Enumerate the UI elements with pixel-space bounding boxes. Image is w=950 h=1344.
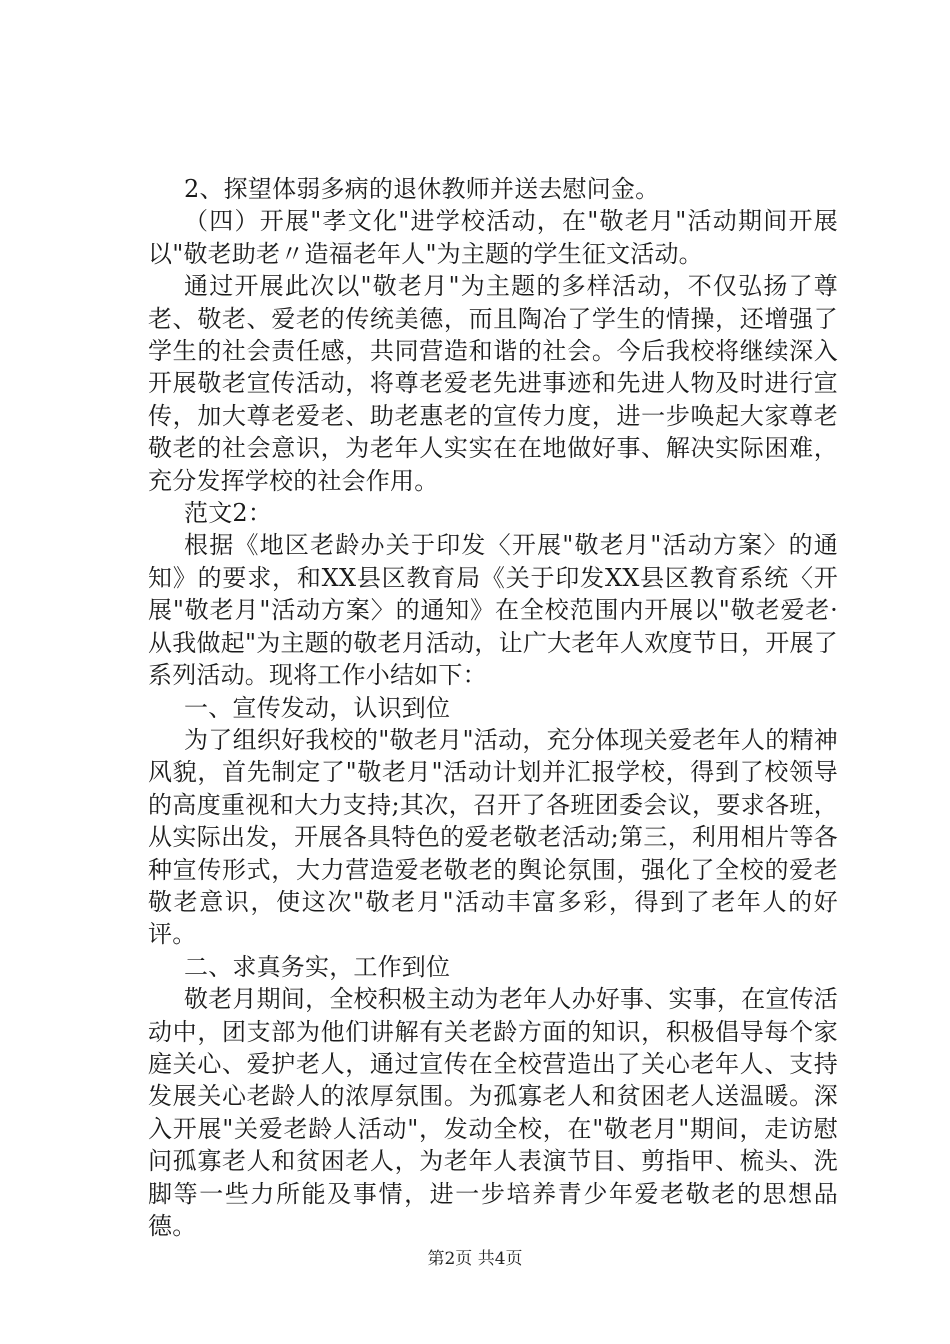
- document-body: [148, 173, 838, 1242]
- paragraph-item-2-visit: 2、探望体弱多病的退休教师并送去慰问金。: [184, 175, 660, 203]
- section-heading-practical: 二、求真务实，工作到位: [184, 952, 451, 981]
- paragraph-intro: 根据《地区老龄办关于印发〈开展"敬老月"活动方案〉的通知》的要求，和XX县区教育局《关于印发XX县区教育系统〈开展"敬老月"活动方案〉的通知》在全校范围内开展以"敬老爱老·从我做起"为主题的敬老月活动，让广大老年人欢度节日，开展了系列活动。现将工作小结如下：: [148, 531, 838, 690]
- section-heading-publicity: 一、宣传发动，认识到位: [184, 693, 451, 722]
- paragraph-sample-heading: 范文2：: [184, 499, 273, 528]
- paragraph-publicity: 为了组织好我校的"敬老月"活动，充分体现关爱老年人的精神风貌，首先制定了"敬老月"活动计划并汇报学校，得到了校领导的高度重视和大力支持;其次，召开了各班团委会议，要求各班，从实际出发，开展各具特色的爱老敬老活动;第三，利用相片等各种宣传形式，大力营造爱老敬老的舆论氛围，强化了全校的爱老敬老意识，使这次"敬老月"活动丰富多彩，得到了老年人的好评。: [148, 725, 838, 949]
- paragraph-practical: 敬老月期间，全校积极主动为老年人办好事、实事，在宣传活动中，团支部为他们讲解有关老龄方面的知识，积极倡导每个家庭关心、爱护老人，通过宣传在全校营造出了关心老年人、支持发展关心老龄人的浓厚氛围。为孤寡老人和贫困老人送温暖。深入开展"关爱老龄人活动"，发动全校，在"敬老月"期间，走访慰问孤寡老人和贫困老人，为老年人表演节目、剪指甲、梳头、洗脚等一些力所能及事情，进一步培养青少年爱老敬老的思想品德。: [148, 985, 838, 1240]
- paragraph-section-4-activity: （四）开展"孝文化"进学校活动，在"敬老月"活动期间开展以"敬老助老〃造福老年人"为主题的学生征文活动。: [148, 207, 838, 268]
- page-number-footer: 第2页 共4页: [427, 1249, 523, 1269]
- paragraph-summary: 通过开展此次以"敬老月"为主题的多样活动，不仅弘扬了尊老、敬老、爱老的传统美德，而且陶冶了学生的情操，还增强了学生的社会责任感，共同营造和谐的社会。今后我校将继续深入开展敬老宣传活动，将尊老爱老先进事迹和先进人物及时进行宣传，加大尊老爱老、助老惠老的宣传力度，进一步唤起大家尊老敬老的社会意识，为老年人实实在在地做好事、解决实际困难，充分发挥学校的社会作用。: [148, 272, 838, 495]
